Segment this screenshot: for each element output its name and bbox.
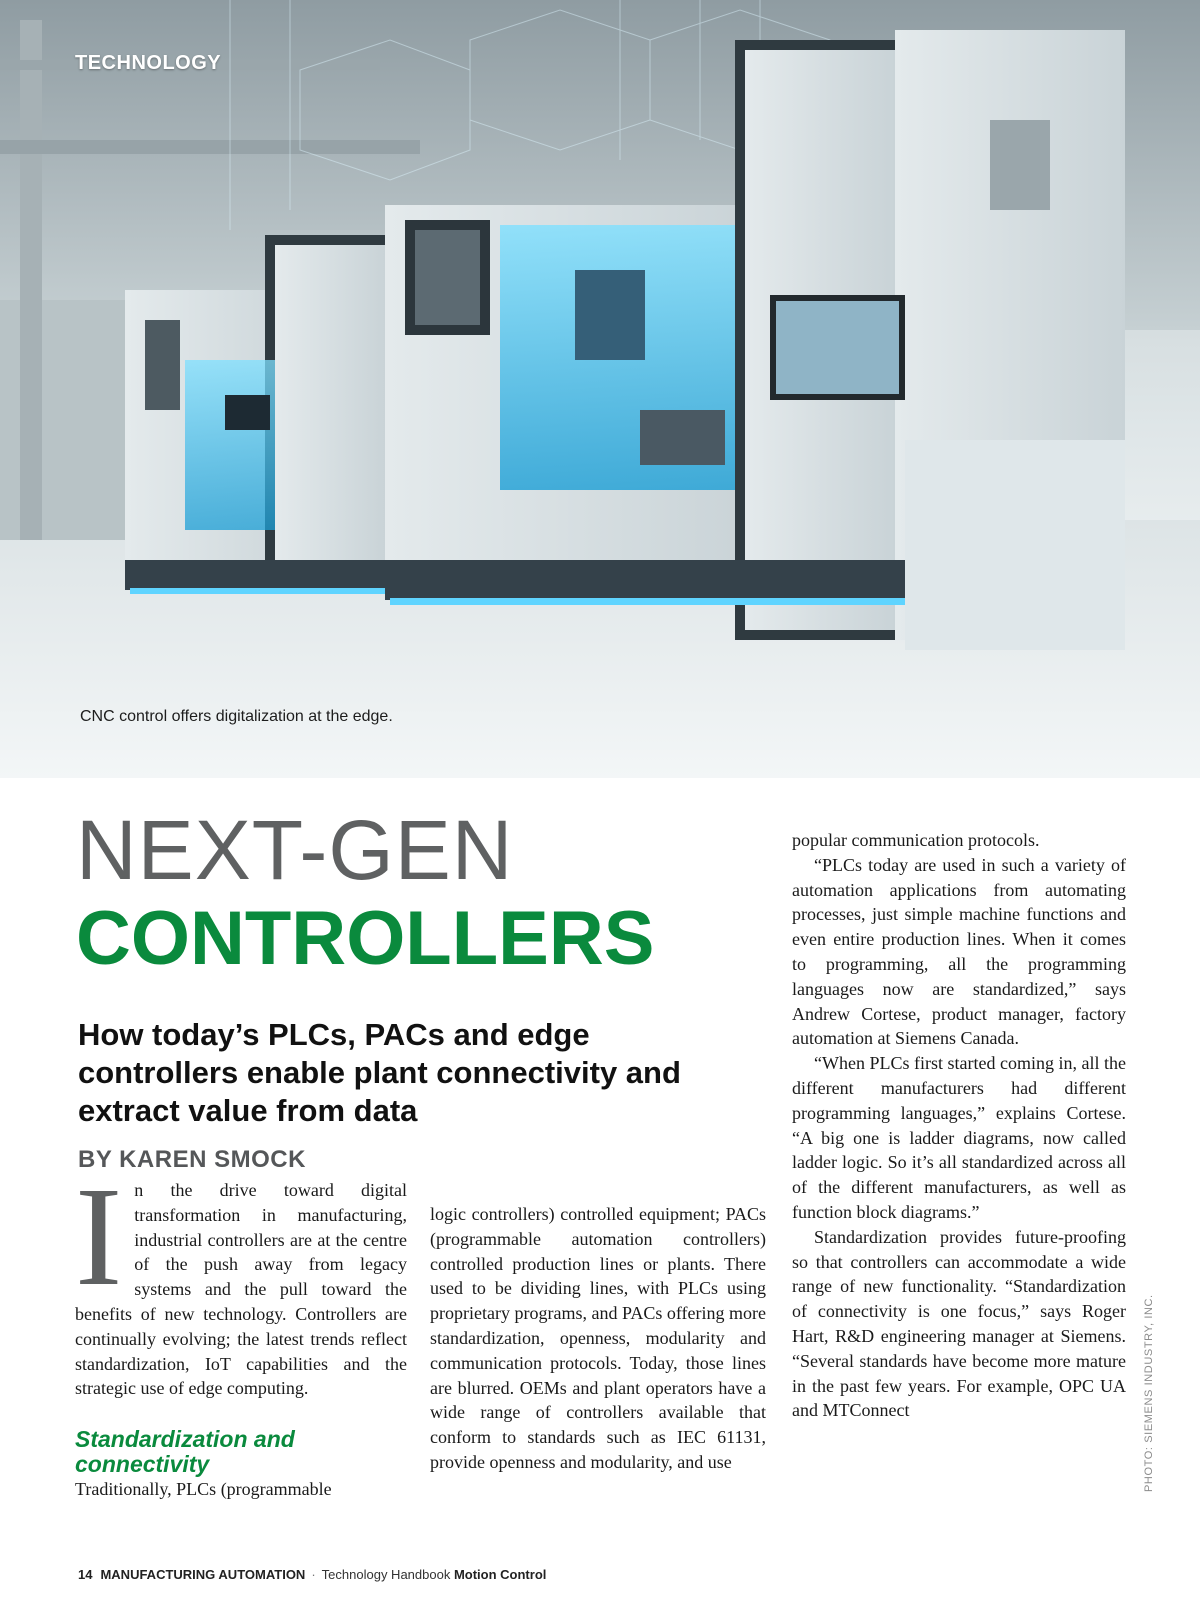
deck: How today’s PLCs, PACs and edge controllers enable plant connectivity and extract value from data xyxy=(78,1017,681,1128)
paragraph-2: “PLCs today are used in such a variety of automation applications from automating processes, just simple machine functions and even entire production lines. When it comes to programming, all the programming languages now are standardized,” says Andrew Cortese, product manager, factory automation at Siemens Canada. xyxy=(792,854,1126,1049)
photo-credit: PHOTO: SIEMENS INDUSTRY, INC. xyxy=(1143,1294,1155,1492)
headline-kicker: NEXT-GEN xyxy=(76,803,514,897)
paragraph-3: “When PLCs first started coming in, all the different manufacturers had different programming languages,” explains Cortese. “A big one is ladder diagrams, now called ladder logic. So it’s all standardized across all of the different manufacturers, as well as function block diagrams.” xyxy=(792,1053,1126,1222)
handbook-topic: Motion Control xyxy=(453,1567,547,1582)
paragraph-4: Standardization provides future-proofing so that controllers can accommodate a wide range of new functionality. “Standardization of connectivity is one focus,” says Roger Hart, R&D engineering manager at Siemens. “Several standards have become more mature in the past few years. For example, OPC UA and MTConnect xyxy=(792,1226,1126,1421)
intro-text: n the drive toward digital transformation in manufacturing, industrial controllers are at the centre of the push away from legacy systems and the pull toward the benefits of new technology. Controllers are continually evolving; the latest trends reflect standardization, IoT capabilities and the strategic use of edge computing. xyxy=(75,1180,407,1399)
body-column-3 xyxy=(792,828,1126,1423)
page-footer xyxy=(78,1567,546,1582)
subhead: Standardization and connectivity xyxy=(75,1426,295,1478)
byline: BY KAREN SMOCK xyxy=(78,1146,306,1173)
paragraph-1-end: popular communication protocols. xyxy=(792,830,1040,850)
handbook-name: Technology Handbook xyxy=(321,1567,451,1582)
section-label: TECHNOLOGY xyxy=(75,52,222,74)
paragraph-1-start: Traditionally, PLCs (programmable xyxy=(75,1479,332,1500)
body-column-2 xyxy=(430,1202,766,1475)
footer-separator: · xyxy=(311,1567,316,1582)
drop-cap: I xyxy=(75,1157,123,1315)
publication-name: MANUFACTURING AUTOMATION xyxy=(100,1567,306,1582)
paragraph-1-continued: logic controllers) controlled equipment; PACs (programmable automation controllers) controlled production lines or plants. There used to be dividing lines, with PLCs using proprietary programs, and PACs offering more standardization, openness, modularity and communication protocols. Today, those lines are blurred. OEMs and plant operators have a wide range of controllers available that conform to standards such as IEC 61131, provide openness and modularity, and use xyxy=(430,1204,766,1472)
photo-caption: CNC control offers digitalization at the edge. xyxy=(80,708,393,725)
cnc-machines-illustration xyxy=(0,0,1200,778)
headline: CONTROLLERS xyxy=(76,896,655,981)
hero-photo xyxy=(0,0,1200,778)
page-number: 14 xyxy=(78,1567,93,1582)
